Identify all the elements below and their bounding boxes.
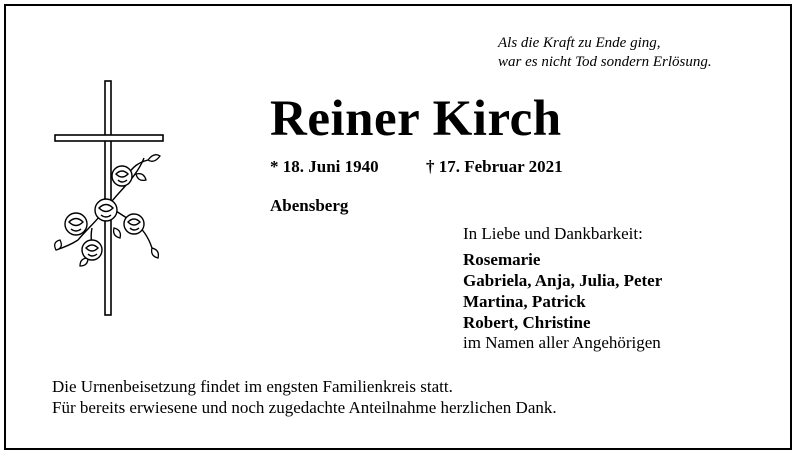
cross-with-roses-icon	[48, 78, 168, 318]
mourners-intro: In Liebe und Dankbarkeit:	[463, 224, 643, 243]
death-date: † 17. Februar 2021	[426, 157, 563, 176]
mourner-line: Robert, Christine	[463, 313, 591, 332]
motto-quote	[498, 34, 788, 72]
mourner-line: Martina, Patrick	[463, 292, 586, 311]
closing-line-2: Für bereits erwiesene und noch zugedachte Anteilnahme herzlichen Dank.	[52, 398, 557, 417]
motto-line-1: Als die Kraft zu Ende ging,	[498, 35, 661, 51]
mourners-list	[463, 249, 662, 333]
motto-line-2: war es nicht Tod sondern Erlösung.	[498, 54, 712, 70]
place: Abensberg	[270, 196, 349, 215]
mourners-outro: im Namen aller Angehörigen	[463, 333, 661, 352]
birth-date: * 18. Juni 1940	[270, 157, 379, 176]
mourner-line: Rosemarie	[463, 250, 541, 269]
closing-line-1: Die Urnenbeisetzung findet im engsten Familienkreis statt.	[52, 377, 453, 396]
mourner-line: Gabriela, Anja, Julia, Peter	[463, 271, 663, 290]
closing-text	[52, 376, 557, 418]
deceased-name: Reiner Kirch	[270, 91, 562, 147]
